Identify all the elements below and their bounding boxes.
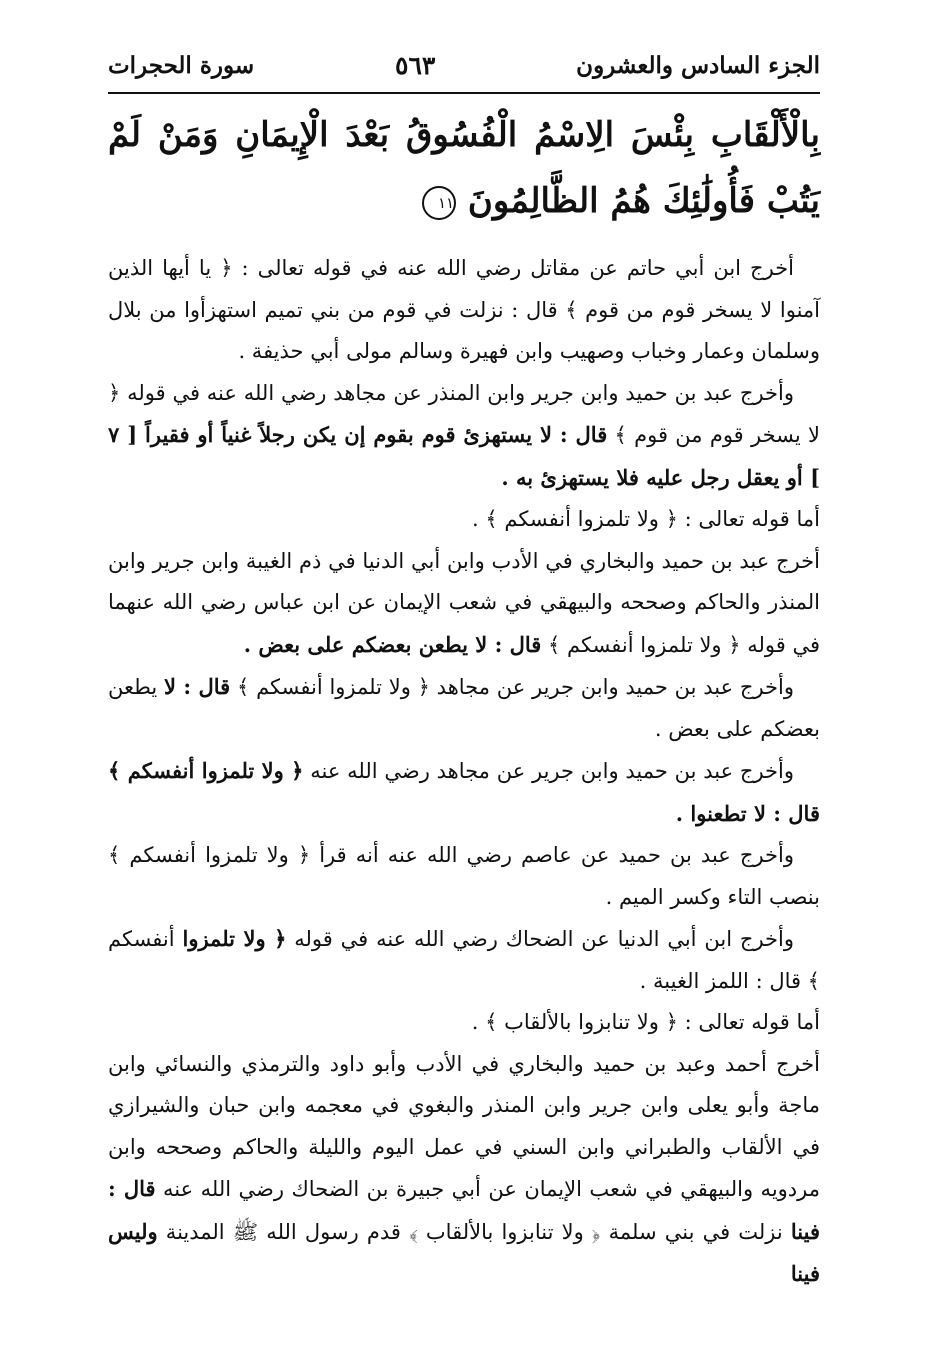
paragraph-text: وأخرج عبد بن حميد عن عاصم رضي الله عنه أنه قرأ ﴿ ولا تلمزوا أنفسكم ﴾ بنصب التاء وكسر الميم . (108, 843, 820, 909)
page-header (108, 40, 820, 90)
ayah-number-marker: ١١ (422, 186, 456, 220)
paragraph-text: وأخرج ابن أبي الدنيا عن الضحاك رضي الله عنه في قوله (286, 927, 794, 951)
verse-text: بِالْأَلْقَابِ بِئْسَ الِاسْمُ الْفُسُوقُ بَعْدَ الْإِيمَانِ وَمَنْ لَمْ يَتُبْ فَأُولَٰئِكَ هُمُ الظَّالِمُونَ (108, 115, 820, 221)
commentary-paragraph (108, 666, 820, 750)
commentary-paragraph (108, 373, 820, 500)
emphasized-text: ﴿ ولا تلمزوا أنفسكم ﴾ قال : لا تطعنوا . (108, 758, 820, 826)
emphasized-text: قال : لا (163, 674, 231, 699)
paragraph-text: أما قوله تعالى : ﴿ ولا تلمزوا أنفسكم ﴾ . (472, 507, 820, 531)
commentary-paragraph (108, 1002, 820, 1044)
paragraph-text: أخرج أحمد وعبد بن حميد والبخاري في الأدب وأبو داود والترمذي والنسائي وابن ماجة وأبو يعلى وابن جرير وابن المنذر والبغوي في معجمه وابن حبان والشيرازي في الألقاب والطبراني وابن السني في عمل اليوم والليلة والحاكم وصححه وابن مردويه والبيهقي في شعب الإيمان عن أبي جبيرة بن الضحاك رضي الله عنه (108, 1051, 820, 1201)
emphasized-text: وليس فينا (108, 1218, 820, 1286)
paragraph-text: أخرج عبد بن حميد والبخاري في الأدب وابن أبي الدنيا في ذم الغيبة وابن جرير وابن المنذر والحاكم وصححه والبيهقي في شعب الإيمان عن ابن عباس رضي الله عنهما في قوله ﴿ ولا تلمزوا أنفسكم ﴾ (108, 548, 820, 657)
commentary-paragraph (108, 248, 820, 373)
commentary-paragraph (108, 918, 820, 1002)
paragraph-text: أما قوله تعالى : ﴿ ولا تنابزوا بالألقاب ﴾ . (471, 1010, 820, 1034)
surah-title: سورة الحجرات (108, 51, 255, 79)
emphasized-text: قال : لا يطعن بعضكم على بعض . (243, 631, 542, 657)
page-number: ٥٦٣ (395, 50, 436, 80)
paragraph-text: وأخرج عبد بن حميد وابن جرير وابن المنذر عن مجاهد رضي الله عنه في قوله ﴿ لا يسخر قوم من قوم ﴾ (108, 380, 820, 447)
paragraph-text: أنفسكم ﴾ قال : اللمز الغيبة . (108, 927, 820, 993)
commentary-body (108, 248, 820, 1296)
commentary-paragraph (108, 541, 820, 667)
emphasized-text: قال : لا يستهزئ قوم بقوم إن يكن رجلاً غنياً أو فقيراً [ ٧ ] أو يعقل رجل عليه فلا يستهزئ به . (108, 422, 820, 490)
emphasized-text: قال : فينا (108, 1176, 820, 1244)
part-title: الجزء السادس والعشرون (576, 51, 820, 79)
paragraph-text: نزلت في بني سلمة ﴿ ولا تنابزوا بالألقاب ﴾ قدم رسول الله ﷺ المدينة (157, 1219, 791, 1244)
paragraph-text: وأخرج عبد بن حميد وابن جرير عن مجاهد رضي الله عنه (303, 759, 794, 783)
commentary-paragraph (108, 835, 820, 918)
header-rule (108, 92, 820, 94)
commentary-paragraph (108, 750, 820, 835)
quran-verse (108, 102, 820, 234)
paragraph-text: أخرج ابن أبي حاتم عن مقاتل رضي الله عنه في قوله تعالى : ﴿ يا أيها الذين آمنوا لا يسخر قوم من قوم ﴾ قال : نزلت في قوم من بني تميم استهزأوا من بلال وسلمان وعمار وخباب وصهيب وابن فهيرة وسالم مولى أبي حذيفة . (108, 256, 820, 363)
commentary-paragraph (108, 1044, 820, 1296)
paragraph-text: وأخرج عبد بن حميد وابن جرير عن مجاهد ﴿ ولا تلمزوا أنفسكم ﴾ (230, 675, 795, 699)
commentary-paragraph (108, 499, 820, 541)
paragraph-text: يطعن بعضكم على بعض . (108, 675, 820, 741)
emphasized-text: ﴿ ولا تلمزوا (182, 926, 287, 951)
